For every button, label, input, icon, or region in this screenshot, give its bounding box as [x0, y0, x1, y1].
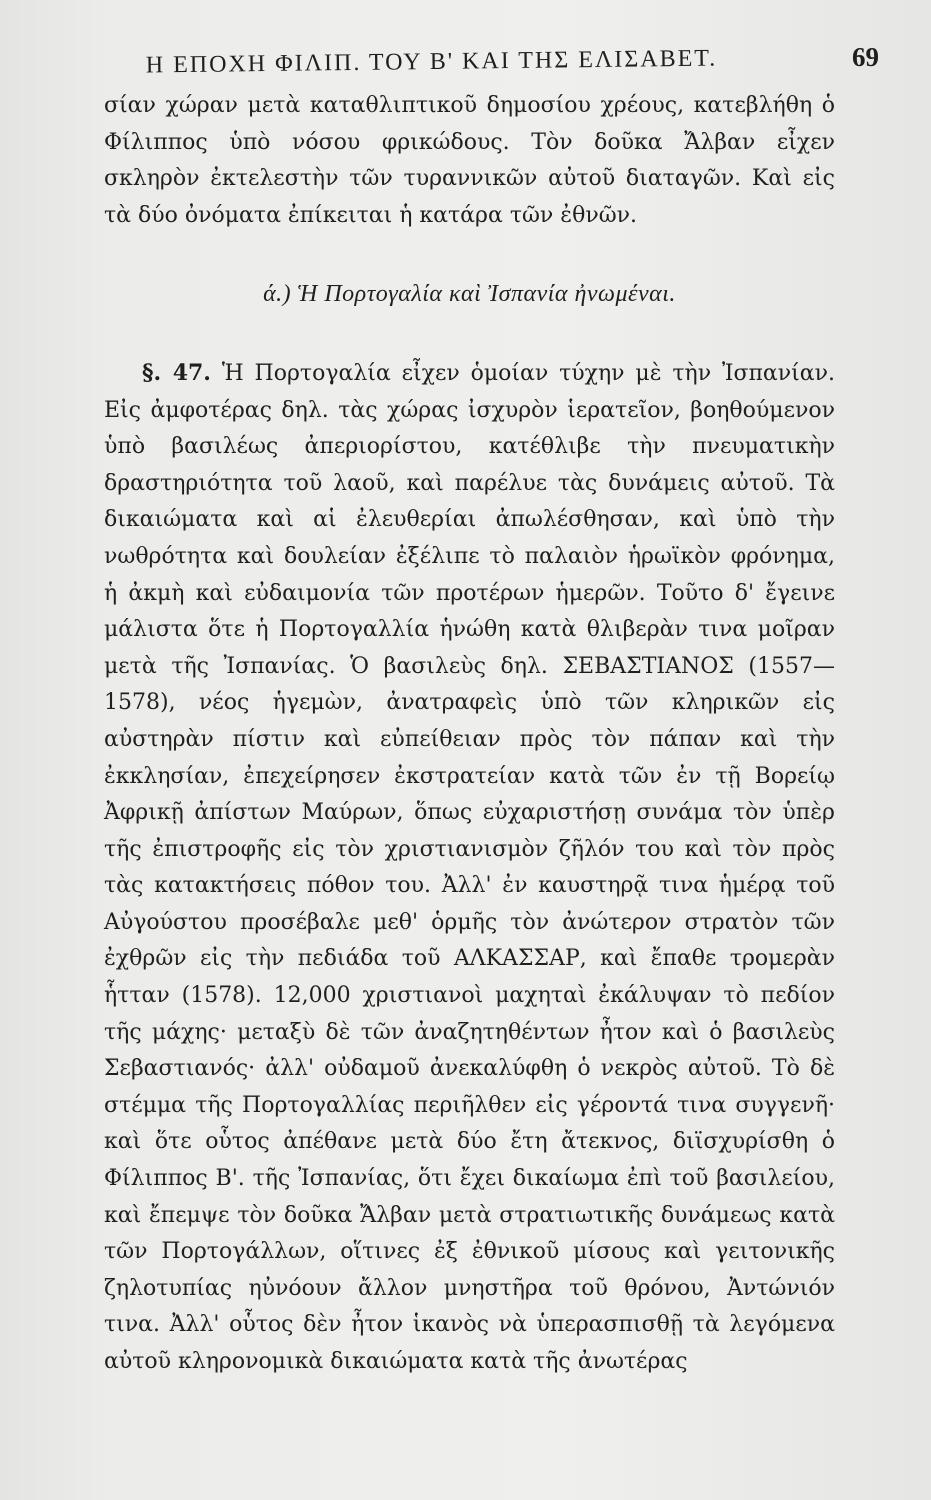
- running-title: Η ΕΠΟΧΗ ΦΙΛΙΠ. ΤΟΥ Β' ΚΑΙ ΤΗΣ ΕΛΙΣΑΒΕΤ.: [145, 45, 718, 79]
- paragraph-2: [104, 355, 835, 1381]
- section-heading: ά.) Ἡ Πορτογαλία καὶ Ἰσπανία ἠνωμέναι.: [263, 281, 676, 308]
- paragraph-1: σίαν χώραν μετὰ καταθλιπτικοῦ δημοσίου χρέους, κατεβλήθη ὁ Φίλιππος ὑπὸ νόσου φρικώδους. Τὸν δοῦκα Ἄλβαν εἶχεν σκληρὸν ἐκτελεστὴν τῶν τυραννικῶν αὐτοῦ διαταγῶν. Καὶ εἰς τὰ δύο ὀνόματα ἐπίκειται ἡ κατάρα τῶν ἐθνῶν.: [104, 93, 835, 228]
- page-number: 69: [852, 42, 879, 72]
- body-text: [104, 88, 835, 1381]
- paragraph-2-text: Ἡ Πορτογαλία εἶχεν ὁμοίαν τύχην μὲ τὴν Ἰσπανίαν. Εἰς ἀμφοτέρας δηλ. τὰς χώρας ἰσχυρὸν ἱερατεῖον, βοηθούμενον ὑπὸ βασιλέως ἀπεριορίστου, κατέθλιβε τὴν πνευματικὴν δραστηριότητα τοῦ λαοῦ, καὶ παρέλυε τὰς δυνάμεις αὐτοῦ. Τὰ δικαιώματα καὶ αἱ ἐλευθερίαι ἀπωλέσθησαν, καὶ ὑπὸ τὴν νωθρότητα καὶ δουλείαν ἐξέλιπε τὸ παλαιὸν ἡρωϊκὸν φρόνημα, ἡ ἀκμὴ καὶ εὐδαιμονία τῶν προτέρων ἡμερῶν. Τοῦτο δ' ἔγεινε μάλιστα ὅτε ἡ Πορτογαλλία ἡνώθη κατὰ θλιβερὰν τινα μοῖραν μετὰ τῆς Ἰσπανίας. Ὁ βασιλεὺς δηλ. ΣΕΒΑΣΤΙΑΝΟΣ (1557—1578), νέος ἡγεμὼν, ἀνατραφεὶς ὑπὸ τῶν κληρικῶν εἰς αὐστηρὰν πίστιν καὶ εὐπείθειαν πρὸς τὸν πάπαν καὶ τὴν ἐκκλησίαν, ἐπεχείρησεν ἐκστρατείαν κατὰ τῶν ἐν τῇ Βορείῳ Ἀφρικῇ ἀπίστων Μαύρων, ὅπως εὐχαριστήσῃ συνάμα τὸν ὑπὲρ τῆς ἐπιστροφῆς εἰς τὸν χριστιανισμὸν ζῆλόν του καὶ τὸν πρὸς τὰς κατακτήσεις πόθον του. Ἀλλ' ἐν καυστηρᾷ τινα ἡμέρᾳ τοῦ Αὐγούστου προσέβαλε μεθ' ὁρμῆς τὸν ἀνώτερον στρατὸν τῶν ἐχθρῶν εἰς τὴν πεδιάδα τοῦ ΑΛΚΑΣΣΑΡ, καὶ ἔπαθε τρομερὰν ἧτταν (1578). 12,000 χριστιανοὶ μαχηταὶ ἐκάλυψαν τὸ πεδίον τῆς μάχης· μεταξὺ δὲ τῶν ἀναζητηθέντων ἦτον καὶ ὁ βασιλεὺς Σεβαστιανός· ἀλλ' οὐδαμοῦ ἀνεκαλύφθη ὁ νεκρὸς αὐτοῦ. Τὸ δὲ στέμμα τῆς Πορτογαλλίας περιῆλθεν εἰς γέροντά τινα συγγενῆ· καὶ ὅτε οὗτος ἀπέθανε μετὰ δύο ἔτη ἄτεκνος, διϊσχυρίσθη ὁ Φίλιππος Β'. τῆς Ἰσπανίας, ὅτι ἔχει δικαίωμα ἐπὶ τοῦ βασιλείου, καὶ ἔπεμψε τὸν δοῦκα Ἄλβαν μετὰ στρατιωτικῆς δυνάμεως κατὰ τῶν Πορτογάλλων, οἵτινες ἐξ ἐθνικοῦ μίσους καὶ γειτονικῆς ζηλοτυπίας ηὐνόουν ἄλλον μνηστῆρα τοῦ θρόνου, Ἀντώνιόν τινα. Ἀλλ' οὗτος δὲν ἦτον ἱκανὸς νὰ ὑπερασπισθῇ τὰ λεγόμενα αὐτοῦ κληρονομικὰ δικαιώματα κατὰ τῆς ἀνωτέρας: [104, 360, 836, 1374]
- page-header: [104, 24, 879, 80]
- section-number: §. 47.: [142, 359, 211, 386]
